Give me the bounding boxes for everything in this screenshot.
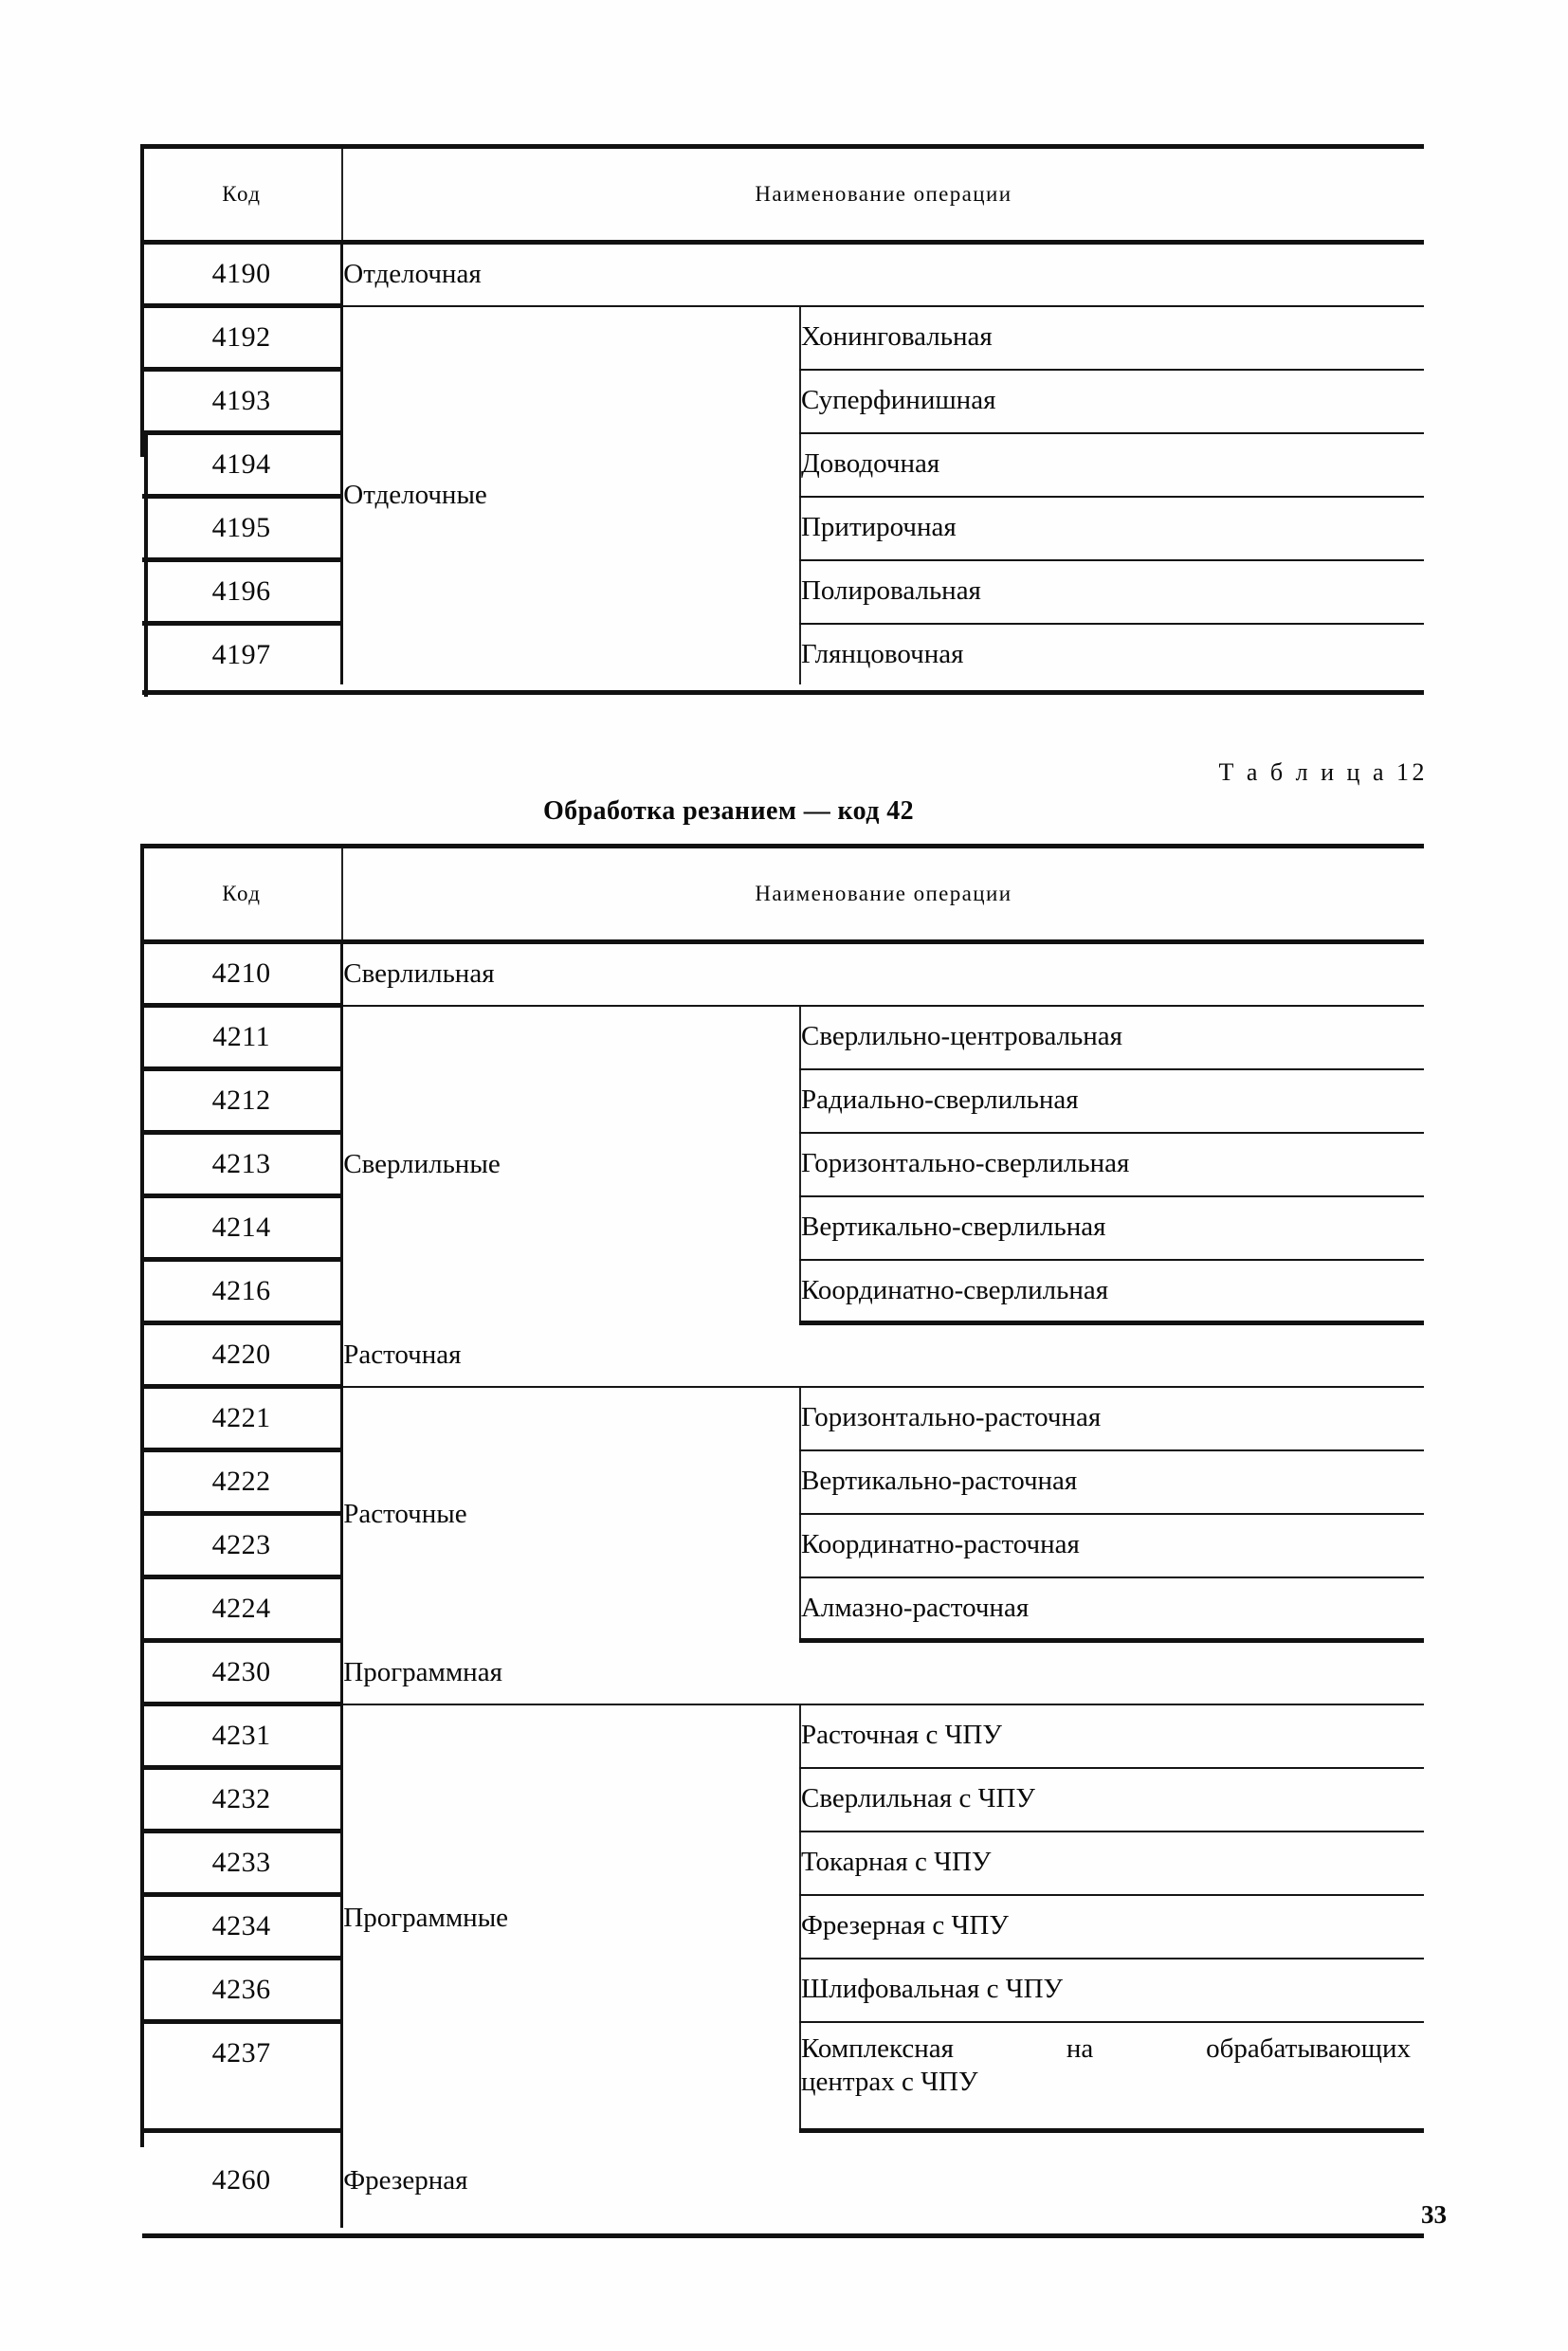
- table-row: [142, 243, 1424, 306]
- group-label-drilling: Сверлильные: [342, 1006, 800, 1323]
- table-11-header-code: Код: [222, 182, 262, 206]
- operation-4190: Отделочная: [342, 243, 1424, 306]
- operation-4224: Алмазно-расточная: [800, 1577, 1424, 1641]
- code-4233: 4233: [142, 1832, 342, 1895]
- code-4216: 4216: [142, 1260, 342, 1323]
- table-12-header-code: Код: [222, 882, 262, 905]
- rule-segment: [142, 2228, 342, 2236]
- code-4221: 4221: [142, 1387, 342, 1450]
- code-4197: 4197: [211, 639, 271, 670]
- operation-4192: Хонинговальная: [800, 306, 1424, 370]
- code-4211: 4211: [142, 1006, 342, 1069]
- rule-segment: [342, 684, 800, 693]
- operation-4222: Вертикально-расточная: [800, 1450, 1424, 1514]
- operation-4211: Сверлильно-центровальная: [800, 1006, 1424, 1069]
- operation-4231: Расточная с ЧПУ: [800, 1704, 1424, 1768]
- code-4220: 4220: [142, 1323, 342, 1387]
- code-4195: 4195: [142, 497, 342, 560]
- operation-4234: Фрезерная с ЧПУ: [800, 1895, 1424, 1959]
- operation-4220: Расточная: [342, 1323, 1424, 1387]
- table-12-number: Т а б л и ц а 12: [1218, 758, 1428, 786]
- operation-4216: Координатно-сверлильная: [800, 1260, 1424, 1323]
- table-row: [142, 2131, 1424, 2229]
- table-row: [142, 1704, 1424, 1768]
- operation-4193: Суперфинишная: [800, 370, 1424, 433]
- code-4224: 4224: [142, 1577, 342, 1641]
- table-12-cutting-operations: [142, 844, 1424, 2238]
- operation-4237-word-2: на: [1066, 2032, 1094, 2064]
- table-row: [142, 306, 1424, 370]
- table-row: [142, 1387, 1424, 1450]
- table-row: [142, 1641, 1424, 1704]
- rule-segment: [342, 2228, 800, 2236]
- group-label-boring: Расточные: [342, 1387, 800, 1641]
- operation-4237-line-2: центрах с ЧПУ: [800, 2066, 978, 2097]
- code-4234: 4234: [142, 1895, 342, 1959]
- group-label-finishing: Отделочные: [342, 306, 800, 685]
- table-11-header-row: [142, 147, 1424, 243]
- operation-4221: Горизонтально-расточная: [800, 1387, 1424, 1450]
- table-12-bottom-rule: [142, 2228, 1424, 2236]
- code-4210: 4210: [142, 942, 342, 1006]
- code-4192: 4192: [142, 306, 342, 370]
- rule-segment: [142, 684, 342, 693]
- operation-4237: [800, 2022, 1424, 2131]
- rule-segment: [800, 684, 1424, 693]
- code-4212: 4212: [142, 1069, 342, 1133]
- code-4232: 4232: [142, 1768, 342, 1832]
- code-4213: 4213: [142, 1133, 342, 1196]
- code-4260: 4260: [211, 2164, 271, 2196]
- rule-segment: [800, 2228, 1424, 2236]
- code-4214: 4214: [142, 1196, 342, 1260]
- table-row: [142, 1006, 1424, 1069]
- code-4194: 4194: [142, 433, 342, 497]
- code-4196: 4196: [142, 560, 342, 624]
- page-number: 33: [1421, 2200, 1447, 2229]
- code-4230: 4230: [142, 1641, 342, 1704]
- operation-4213: Горизонтально-сверлильная: [800, 1133, 1424, 1196]
- operation-4214: Вертикально-сверлильная: [800, 1196, 1424, 1260]
- operation-4233: Токарная с ЧПУ: [800, 1832, 1424, 1895]
- operation-4212: Радиально-сверлильная: [800, 1069, 1424, 1133]
- code-4231: 4231: [142, 1704, 342, 1768]
- operation-4230: Программная: [342, 1641, 1424, 1704]
- operation-4237-word-3: обрабатывающих: [1206, 2032, 1411, 2064]
- code-4237: 4237: [142, 2022, 342, 2131]
- table-row: [142, 942, 1424, 1006]
- operation-4223: Координатно-расточная: [800, 1514, 1424, 1577]
- operation-4237-line-1: [801, 2032, 1424, 2066]
- table-11-header-name: Наименование операции: [342, 147, 1424, 243]
- code-4223: 4223: [142, 1514, 342, 1577]
- table-12-title: Обработка резанием — код 42: [543, 796, 915, 826]
- operation-4196: Полировальная: [800, 560, 1424, 624]
- operation-4195: Притирочная: [800, 497, 1424, 560]
- operation-4210: Сверлильная: [342, 942, 1424, 1006]
- operation-4197: Глянцовочная: [800, 624, 1424, 685]
- code-4193: 4193: [142, 370, 342, 433]
- operation-4232: Сверлильная с ЧПУ: [800, 1768, 1424, 1832]
- group-label-programmed: Программные: [342, 1704, 800, 2131]
- table-12-header-row: [142, 847, 1424, 942]
- table-12-header-name: Наименование операции: [342, 847, 1424, 942]
- code-4222: 4222: [142, 1450, 342, 1514]
- table-row: [142, 1323, 1424, 1387]
- table-11-bottom-rule: [142, 684, 1424, 693]
- code-4190: 4190: [142, 243, 342, 306]
- operation-4236: Шлифовальная с ЧПУ: [800, 1959, 1424, 2022]
- operation-4260: Фрезерная: [342, 2131, 1424, 2229]
- table-11-finishing-operations: [142, 144, 1424, 695]
- code-4236: 4236: [142, 1959, 342, 2022]
- operation-4194: Доводочная: [800, 433, 1424, 497]
- operation-4237-word-1: Комплексная: [800, 2032, 955, 2064]
